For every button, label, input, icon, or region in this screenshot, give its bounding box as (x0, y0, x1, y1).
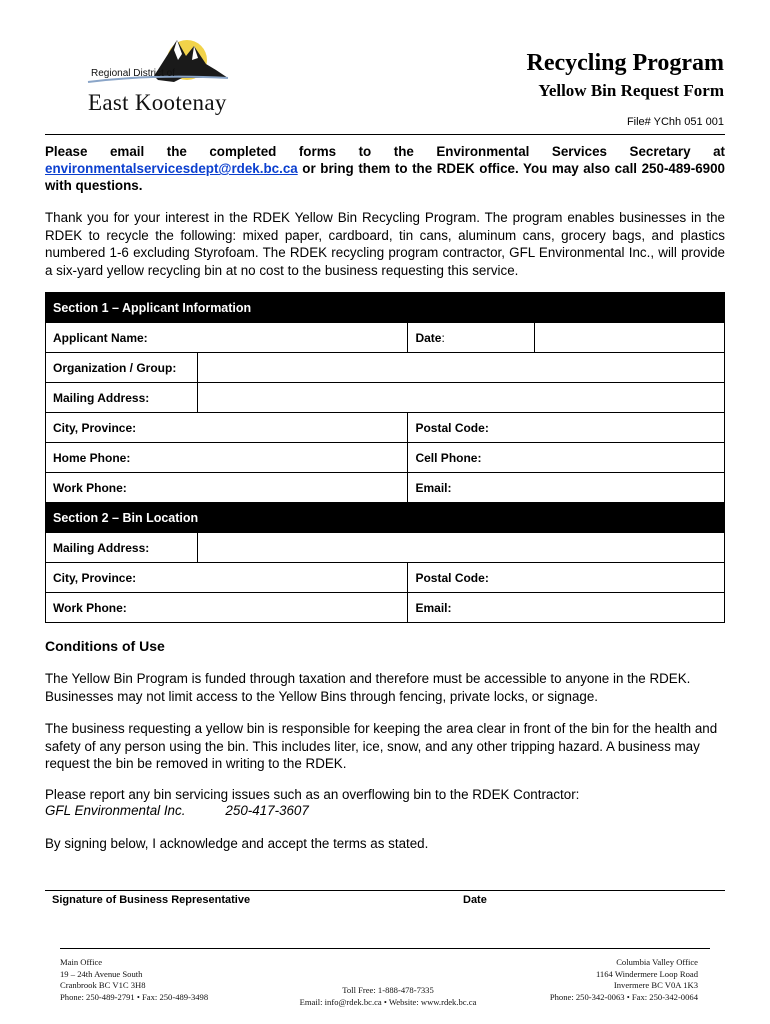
section2-title: Section 2 – Bin Location (46, 503, 725, 533)
signature-date-label: Date (463, 894, 487, 906)
columbia-office-address: 1164 Windermere Loop Road (595, 968, 698, 979)
table-row (46, 473, 725, 503)
work-phone-label: Work Phone: (53, 480, 127, 495)
postal-code-field[interactable] (408, 413, 725, 443)
email-field[interactable] (408, 473, 725, 503)
date-label: Date (415, 330, 442, 345)
footer-center (288, 985, 488, 1008)
mailing-address-field[interactable] (197, 383, 724, 413)
table-row (46, 563, 725, 593)
intro-instructions (45, 143, 725, 194)
signature-line[interactable] (45, 890, 725, 891)
organization-field[interactable] (197, 353, 724, 383)
mailing-address-label: Mailing Address: (53, 390, 150, 405)
file-number: File# YChh 051 001 (626, 116, 724, 128)
thank-you-paragraph: Thank you for your interest in the RDEK Yellow Bin Recycling Program. The program enables businesses in the RDEK to recycle the following: mixed paper, cardboard, tin cans, aluminum cans, grocery bags, and plastics numbered 1-6 excluding Styrofoam. The RDEK recycling program contractor, GFL Environmental Inc., will provide a six-yard yellow recycling bin at no cost to the business requesting this service. (45, 210, 725, 278)
signature-label: Signature of Business Representative (52, 894, 251, 906)
intro-rest: or bring them to the RDEK office. You may also call 250-489-6900 with questions. (45, 161, 725, 193)
table-row (46, 593, 725, 623)
mailing-address-label-cell (46, 383, 198, 413)
cell-phone-label: Cell Phone: (415, 450, 482, 465)
columbia-office-title: Columbia Valley Office (616, 957, 698, 967)
main-office-phones: Phone: 250-489-2791 • Fax: 250-489-3498 (60, 991, 209, 1002)
footer-divider (60, 948, 710, 949)
bin-city-province-label: City, Province: (53, 570, 137, 585)
applicant-name-field[interactable] (46, 323, 408, 353)
bin-work-phone-label: Work Phone: (53, 600, 127, 615)
section1-title: Section 1 – Applicant Information (46, 293, 725, 323)
date-label-cell (408, 323, 535, 353)
table-row (46, 383, 725, 413)
conditions-paragraph-1: The Yellow Bin Program is funded through taxation and therefore must be accessible to anyone in the RDEK. Businesses may not limit access to the Yellow Bins through fencing, private locks, or signage. (45, 671, 691, 704)
main-office-address: 19 – 24th Avenue South (60, 968, 143, 979)
page-subtitle: Yellow Bin Request Form (538, 81, 724, 100)
table-row (46, 413, 725, 443)
email-label: Email: (415, 480, 452, 495)
page-title-block (527, 50, 725, 101)
bin-city-province-field[interactable] (46, 563, 408, 593)
logo-small-text: Regional District of (91, 68, 175, 79)
email-link[interactable]: environmentalservicesdept@rdek.bc.ca (45, 161, 298, 176)
conditions-heading: Conditions of Use (45, 638, 165, 654)
bin-work-phone-field[interactable] (46, 593, 408, 623)
rdek-logo (82, 30, 232, 116)
table-row (46, 443, 725, 473)
contractor-info (45, 802, 725, 820)
section1-header (46, 293, 725, 323)
footer-columbia-office (550, 957, 698, 1003)
contractor-name: GFL Environmental Inc. (45, 803, 186, 818)
bin-mailing-address-label-cell (46, 533, 198, 563)
bin-postal-code-label: Postal Code: (415, 570, 489, 585)
applicant-name-label: Applicant Name: (53, 330, 148, 345)
organization-label-cell (46, 353, 198, 383)
conditions-paragraph-2: The business requesting a yellow bin is responsible for keeping the area clear in front of the bin for the health and safety of any person using the bin. This includes liter, ice, snow, and any other tripping hazard. A business may request the bin be removed in writing to the RDEK. (45, 721, 718, 771)
contractor-phone: 250-417-3607 (225, 803, 309, 818)
columbia-office-phones: Phone: 250-342-0063 • Fax: 250-342-0064 (549, 991, 698, 1002)
postal-code-label: Postal Code: (415, 420, 489, 435)
intro-lead: Please email the completed forms to the Environmental Services Secretary at (45, 144, 725, 159)
work-phone-field[interactable] (46, 473, 408, 503)
city-province-label: City, Province: (53, 420, 137, 435)
conditions-paragraph-4: By signing below, I acknowledge and accept the terms as stated. (45, 836, 429, 851)
home-phone-field[interactable] (46, 443, 408, 473)
bin-mailing-address-label: Mailing Address: (53, 540, 150, 555)
toll-free: Toll Free: 1-888-478-7335 (342, 985, 434, 995)
table-row (46, 533, 725, 563)
table-row (46, 353, 725, 383)
bin-email-field[interactable] (408, 593, 725, 623)
request-form-table (45, 292, 725, 623)
logo-big-text: East Kootenay (88, 90, 227, 115)
city-province-field[interactable] (46, 413, 408, 443)
footer-email-website[interactable]: Email: info@rdek.bc.ca • Website: www.rdek.bc.ca (299, 996, 477, 1007)
main-office-title: Main Office (60, 957, 103, 967)
bin-email-label: Email: (415, 600, 452, 615)
conditions-paragraph-3: Please report any bin servicing issues such as an overflowing bin to the RDEK Contractor: (45, 787, 580, 802)
bin-postal-code-field[interactable] (408, 563, 725, 593)
date-colon: : (441, 330, 445, 345)
main-office-city: Cranbrook BC V1C 3H8 (60, 980, 146, 990)
page-title: Recycling Program (526, 50, 724, 76)
columbia-office-city: Invermere BC V0A 1K3 (613, 980, 698, 990)
footer-main-office (60, 957, 208, 1003)
section2-header (46, 503, 725, 533)
table-row (46, 323, 725, 353)
home-phone-label: Home Phone: (53, 450, 131, 465)
header-divider (45, 134, 725, 135)
date-field[interactable] (535, 323, 725, 353)
cell-phone-field[interactable] (408, 443, 725, 473)
bin-mailing-address-field[interactable] (197, 533, 724, 563)
organization-label: Organization / Group: (53, 360, 177, 375)
